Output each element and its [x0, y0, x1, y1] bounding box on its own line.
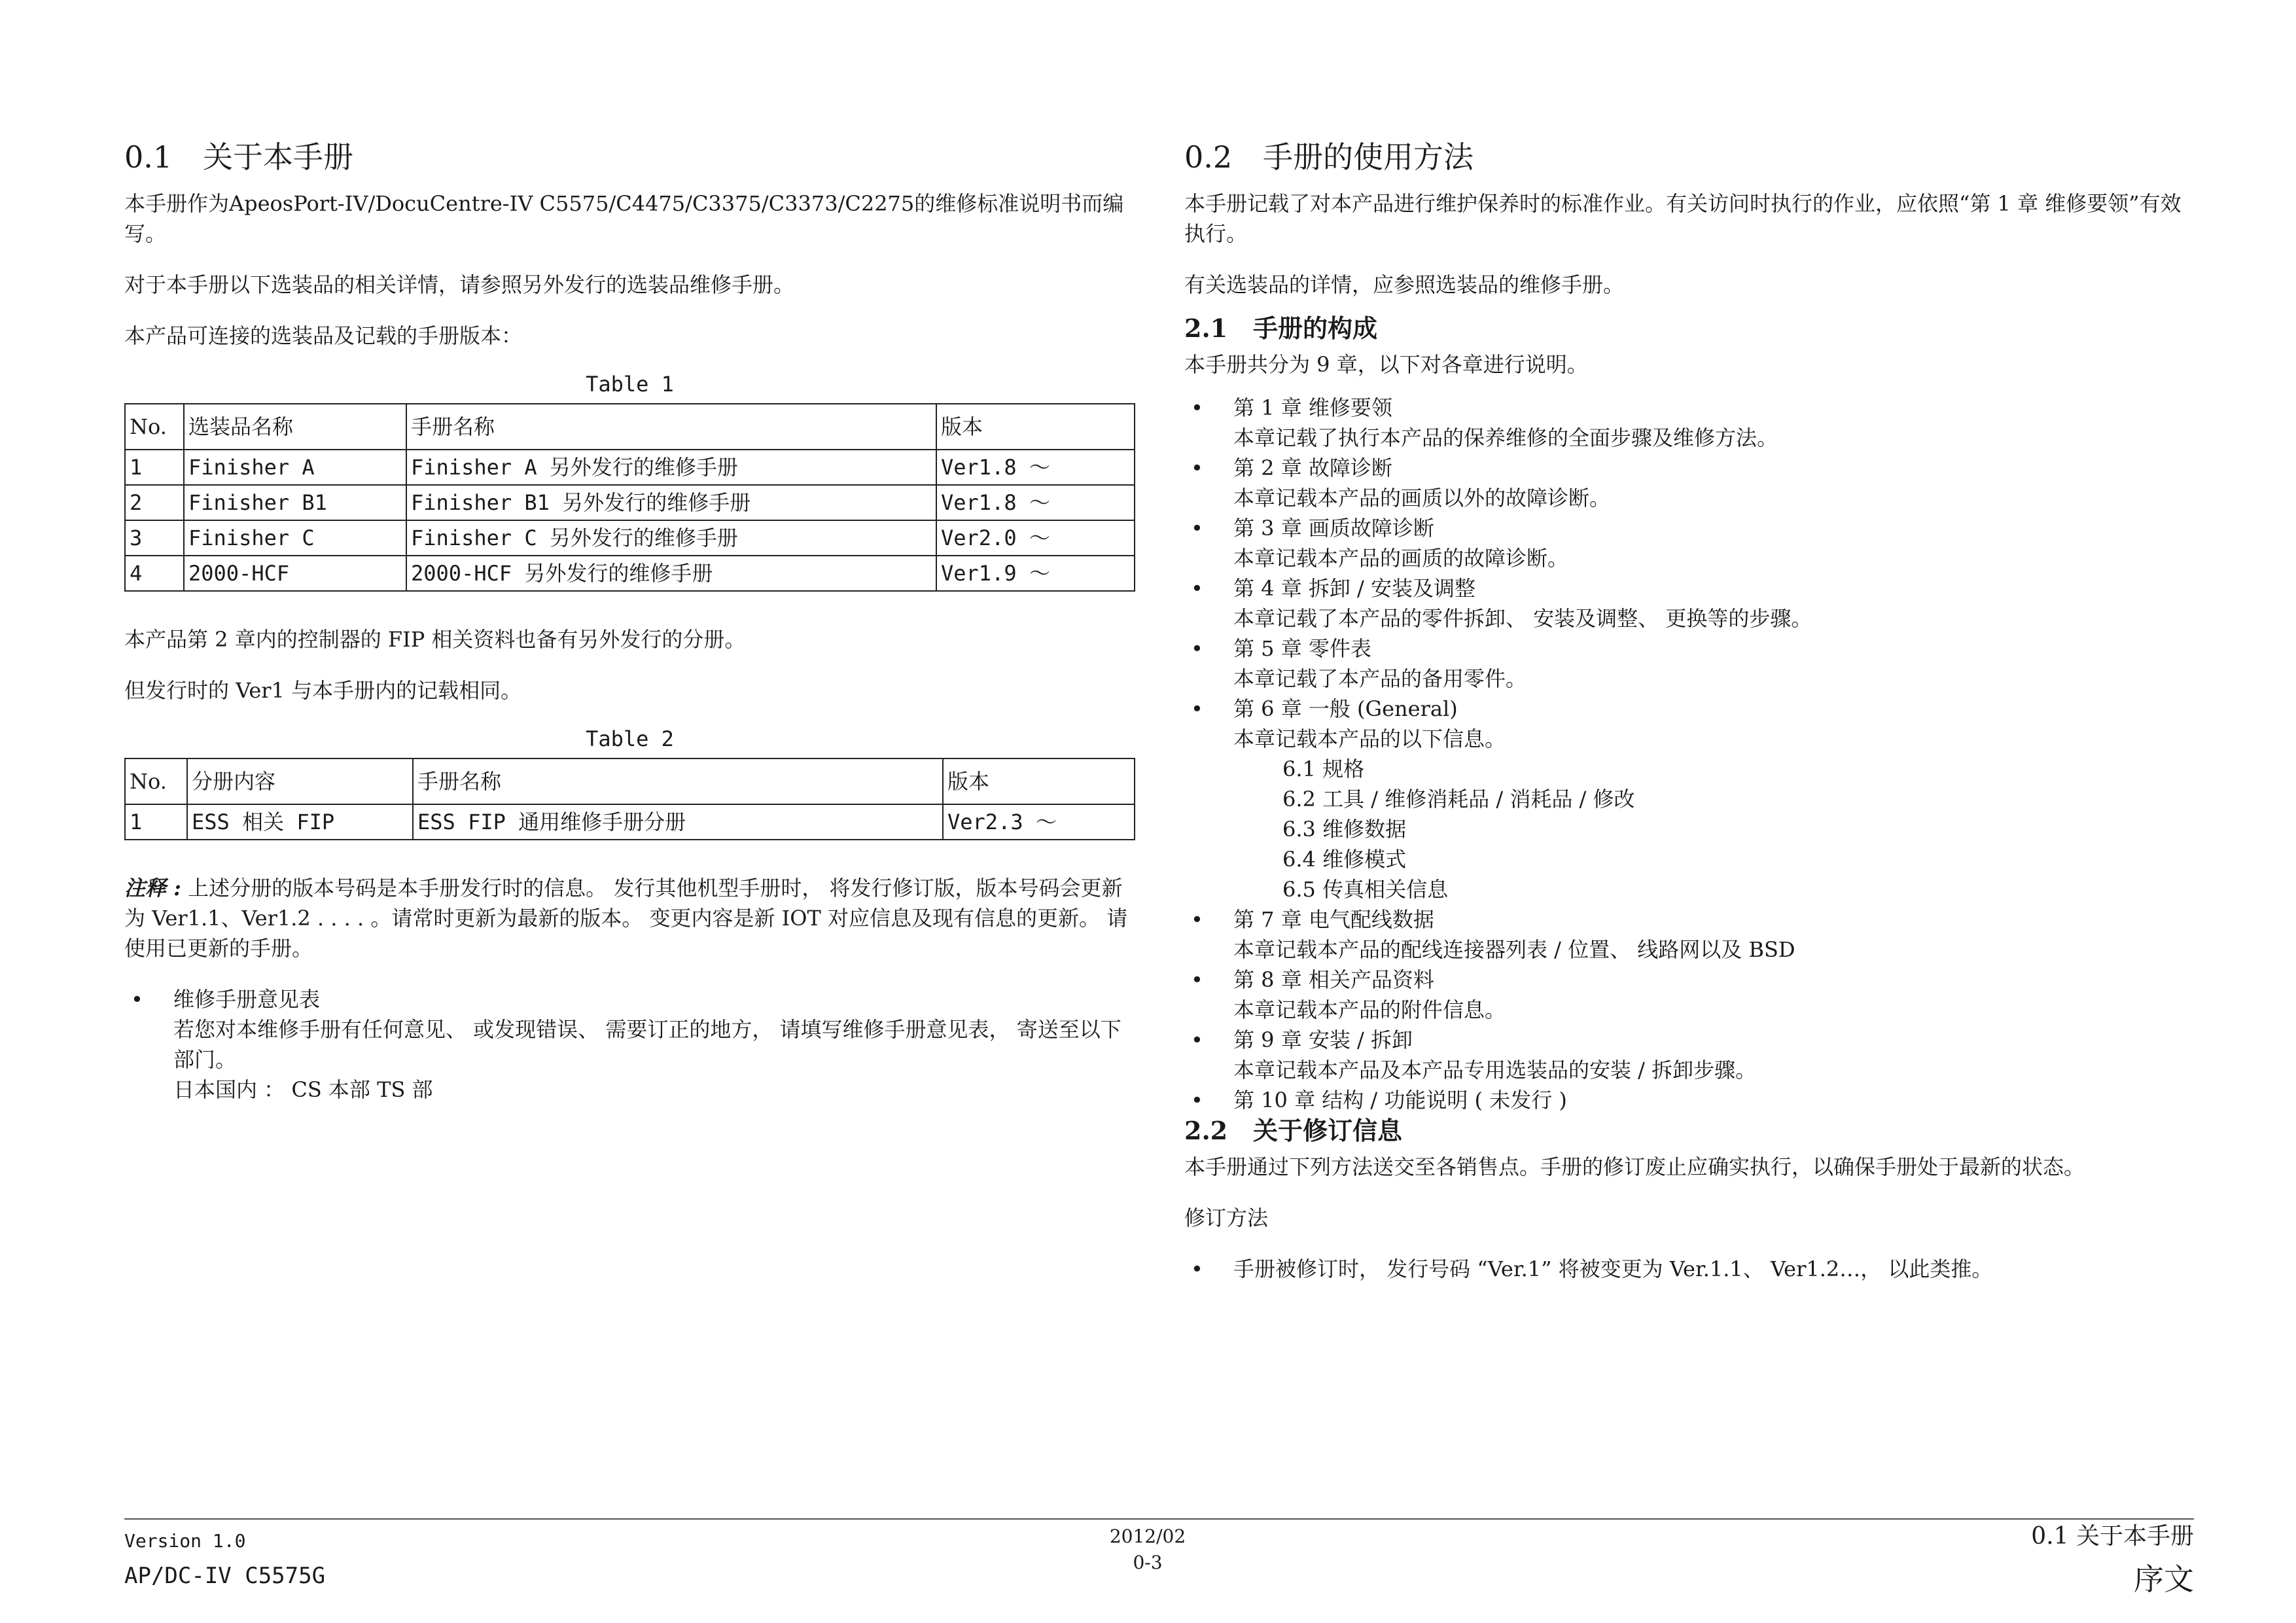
list-item	[1184, 453, 2195, 513]
header-version: 版本	[943, 758, 1135, 804]
section-title-0-1	[124, 137, 1135, 177]
revision-method-label: 修订方法	[1184, 1205, 1269, 1230]
cell: Finisher B1	[184, 485, 406, 520]
chapter-title: • 第 8 章 相关产品资料	[1233, 967, 1434, 992]
cell: 3	[125, 520, 184, 556]
list-item	[1184, 904, 2195, 965]
cell: ESS FIP 通用维修手册分册	[413, 804, 943, 840]
footer-version: Version 1.0	[124, 1530, 246, 1552]
cell: Finisher C 另外发行的维修手册	[406, 520, 936, 556]
list-item	[1184, 393, 2195, 453]
options-paragraph: 对于本手册以下选装品的相关详情，请参照另外发行的选装品维修手册。	[124, 272, 795, 297]
list-item	[124, 984, 1135, 1105]
subsection-title-text: 手册的构成	[1253, 313, 1378, 343]
feedback-list	[124, 984, 1135, 1105]
cell: 2000-HCF 另外发行的维修手册	[406, 556, 936, 591]
footer-divider	[124, 1518, 2194, 1520]
usage-paragraph: 本手册记载了对本产品进行维护保养时的标准作业。有关访问时执行的作业，应依照“第 1 章 维修要领”有效执行。	[1184, 191, 2181, 246]
ver1-paragraph: 但发行时的 Ver1 与本手册内的记载相同。	[124, 678, 522, 703]
list-item	[1184, 573, 2195, 633]
list-item	[1184, 694, 2195, 904]
table2-caption: Table 2	[586, 726, 674, 751]
footer-chapter: 序文	[2134, 1561, 2194, 1597]
cell: 4	[125, 556, 184, 591]
chapter-subitem: 6.5 传真相关信息	[1282, 877, 1449, 902]
intro-paragraph: 本手册作为ApeosPort-IV/DocuCentre-IV C5575/C4475/C3375/C3373/C2275的维修标准说明书而编写。	[124, 191, 1124, 246]
list-item	[1184, 513, 2195, 573]
subsection-title-2-1	[1184, 313, 2195, 344]
footer-page-number: 0-3	[1133, 1552, 1163, 1573]
section-number: 0.2	[1184, 139, 1233, 175]
header-manual-name: 手册名称	[413, 758, 943, 804]
cell: Finisher C	[184, 520, 406, 556]
chapter-desc: 本章记载了本产品的备用零件。	[1233, 666, 1527, 691]
cell: Ver2.0 ～	[936, 520, 1135, 556]
chapter-desc: 本章记载本产品的画质的故障诊断。	[1233, 546, 1569, 571]
cell: 1	[125, 450, 184, 485]
chapter-title: • 第 3 章 画质故障诊断	[1233, 516, 1434, 541]
cell: Finisher A	[184, 450, 406, 485]
cell: Ver2.3 ～	[943, 804, 1135, 840]
fip-paragraph: 本产品第 2 章内的控制器的 FIP 相关资料也备有另外发行的分册。	[124, 627, 746, 652]
table-row	[125, 450, 1135, 485]
footer-date: 2012/02	[1109, 1525, 1186, 1547]
list-item	[1184, 1085, 2195, 1115]
list-item: • 手册被修订时， 发行号码 “Ver.1” 将被变更为 Ver.1.1、 Ver1.2…， 以此类推。	[1184, 1254, 2195, 1284]
table-header-row	[125, 758, 1135, 804]
versions-paragraph: 本产品可连接的选装品及记载的手册版本：	[124, 323, 523, 348]
section-title-0-2	[1184, 137, 2195, 177]
note-paragraph	[124, 873, 1135, 963]
footer-section: 0.1 关于本手册	[2031, 1523, 2194, 1550]
options-table	[124, 403, 1135, 592]
chapter-title: • 第 10 章 结构 / 功能说明 ( 未发行 )	[1233, 1088, 1567, 1113]
table-row	[125, 804, 1135, 840]
chapter-title: • 第 7 章 电气配线数据	[1233, 907, 1434, 932]
footer-model: AP/DC-IV C5575G	[124, 1563, 326, 1589]
chapter-title: • 第 9 章 安装 / 拆卸	[1233, 1027, 1413, 1052]
chapter-desc: 本章记载本产品的画质以外的故障诊断。	[1233, 486, 1611, 510]
header-no: No.	[125, 758, 187, 804]
cell: Finisher A 另外发行的维修手册	[406, 450, 936, 485]
cell: 1	[125, 804, 187, 840]
cell: Ver1.8 ～	[936, 485, 1135, 520]
note-label: 注释 :	[124, 876, 181, 901]
table-header-row	[125, 404, 1135, 450]
list-item	[1184, 633, 2195, 694]
chapter-desc: 本章记载本产品的配线连接器列表 / 位置、 线路网以及 BSD	[1233, 937, 1795, 962]
section-number: 0.1	[124, 139, 173, 175]
chapter-subitem: 6.1 规格	[1282, 757, 1365, 781]
table1-caption: Table 1	[586, 372, 674, 397]
chapter-title: • 第 5 章 零件表	[1233, 636, 1371, 661]
revision-list	[1184, 1254, 2195, 1284]
chapter-title: • 第 1 章 维修要领	[1233, 395, 1392, 420]
chapter-list	[1184, 393, 2195, 1115]
cell: 2000-HCF	[184, 556, 406, 591]
header-version: 版本	[936, 404, 1135, 450]
section-title-text: 关于本手册	[203, 139, 353, 175]
chapter-desc: 本章记载本产品的以下信息。	[1233, 726, 1506, 751]
chapter-desc: 本章记载本产品的附件信息。	[1233, 997, 1506, 1022]
header-manual-name: 手册名称	[406, 404, 936, 450]
feedback-title: • 维修手册意见表	[173, 987, 321, 1012]
supplement-table	[124, 758, 1135, 840]
chapter-desc: 本章记载了本产品的零件拆卸、 安装及调整、 更换等的步骤。	[1233, 606, 1812, 631]
chapter-subitem: 6.2 工具 / 维修消耗品 / 消耗品 / 修改	[1282, 787, 1635, 812]
chapter-title: • 第 6 章 一般 (General)	[1233, 696, 1458, 721]
list-item	[1184, 965, 2195, 1025]
cell: Ver1.8 ～	[936, 450, 1135, 485]
chapter-desc: 本章记载本产品及本产品专用选装品的安装 / 拆卸步骤。	[1233, 1058, 1757, 1082]
subsection-title-text: 关于修订信息	[1253, 1116, 1403, 1145]
header-no: No.	[125, 404, 184, 450]
feedback-dept: 日本国内 ： CS 本部 TS 部	[173, 1077, 433, 1102]
chapter-title: • 第 2 章 故障诊断	[1233, 455, 1392, 480]
cell: ESS 相关 FIP	[187, 804, 413, 840]
table-row	[125, 520, 1135, 556]
header-supplement: 分册内容	[187, 758, 413, 804]
chapter-desc: 本章记载了执行本产品的保养维修的全面步骤及维修方法。	[1233, 425, 1778, 450]
structure-paragraph: 本手册共分为 9 章，以下对各章进行说明。	[1184, 352, 1588, 377]
section-title-text: 手册的使用方法	[1263, 139, 1474, 175]
right-column	[1184, 137, 2195, 1284]
chapter-subitem: 6.3 维修数据	[1282, 817, 1407, 842]
header-option-name: 选装品名称	[184, 404, 406, 450]
revision-paragraph: 本手册通过下列方法送交至各销售点。手册的修订废止应确实执行，以确保手册处于最新的状态。	[1184, 1154, 2085, 1179]
cell: Finisher B1 另外发行的维修手册	[406, 485, 936, 520]
list-item	[1184, 1025, 2195, 1085]
subsection-number: 2.1	[1184, 313, 1228, 343]
subsection-number: 2.2	[1184, 1116, 1228, 1145]
note-text: 上述分册的版本号码是本手册发行时的信息。 发行其他机型手册时， 将发行修订版，版本号码会更新为 Ver1.1、Ver1.2 . . . . 。请常时更新为最新的版本。 变更内容是新 IOT 对应信息及现有信息的更新。 请使用已更新的手册。	[124, 876, 1128, 961]
feedback-text: 若您对本维修手册有任何意见、 或发现错误、 需要订正的地方， 请填写维修手册意见表， 寄送至以下部门。	[173, 1017, 1122, 1072]
chapter-title: • 第 4 章 拆卸 / 安装及调整	[1233, 576, 1476, 601]
subsection-title-2-2	[1184, 1115, 2195, 1147]
left-column	[124, 137, 1135, 1105]
cell: Ver1.9 ～	[936, 556, 1135, 591]
options-ref-paragraph: 有关选装品的详情，应参照选装品的维修手册。	[1184, 272, 1625, 297]
chapter-subitem: 6.4 维修模式	[1282, 847, 1407, 872]
table-row	[125, 556, 1135, 591]
table-row	[125, 485, 1135, 520]
cell: 2	[125, 485, 184, 520]
